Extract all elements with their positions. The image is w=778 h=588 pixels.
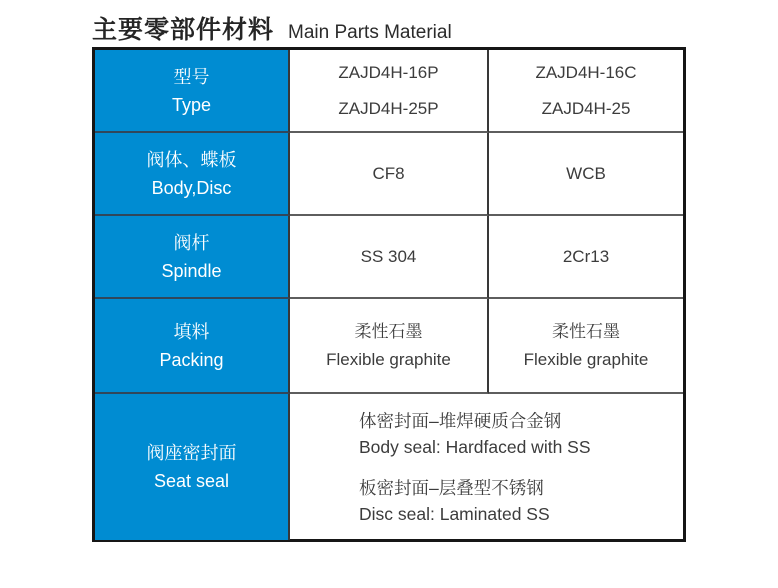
seat-seal-disc-zh: 板密封面–层叠型不锈钢 (359, 477, 544, 498)
seat-seal-body-en: Body seal: Hardfaced with SS (359, 436, 591, 457)
row-header-body-disc-en: Body,Disc (151, 177, 232, 198)
page-title (92, 10, 452, 46)
cell-type-col2-line1: ZAJD4H-16C (535, 63, 637, 82)
seat-seal-disc-en: Disc seal: Laminated SS (359, 503, 550, 524)
row-header-packing-en: Packing (159, 349, 224, 370)
row-header-seat-seal-en: Seat seal (153, 471, 230, 491)
row-header-spindle-zh: 阀杆 (173, 232, 210, 253)
cell-seat-seal-merged (290, 394, 683, 540)
materials-table (92, 47, 686, 542)
row-header-seat-seal-zh: 阀座密封面 (146, 443, 237, 463)
cell-type-col2 (489, 50, 683, 133)
cell-type-col1-line1: ZAJD4H-16P (338, 63, 439, 82)
cell-body-disc-col2 (489, 133, 683, 216)
row-header-packing-zh: 填料 (173, 321, 210, 342)
cell-body-disc-col1 (290, 133, 489, 216)
cell-type-col2-line2: ZAJD4H-25 (541, 99, 631, 118)
cell-body-disc-col2-value: WCB (566, 164, 606, 183)
cell-type-col1-line2: ZAJD4H-25P (338, 99, 439, 118)
cell-spindle-col2-value: 2Cr13 (562, 247, 610, 266)
page-title-en: Main Parts Material (288, 22, 452, 43)
row-header-spindle-en: Spindle (161, 260, 222, 281)
cell-spindle-col1 (290, 216, 489, 299)
seat-seal-body-paragraph (359, 408, 591, 460)
row-header-spindle (95, 216, 290, 299)
row-header-type-en: Type (171, 94, 212, 115)
cell-packing-col1-zh: 柔性石墨 (354, 322, 423, 341)
cell-type-col1 (290, 50, 489, 133)
cell-packing-col1-en: Flexible graphite (326, 350, 451, 369)
row-header-seat-seal (95, 394, 290, 540)
seat-seal-disc-paragraph (359, 475, 550, 527)
row-header-body-disc (95, 133, 290, 216)
cell-packing-col2-zh: 柔性石墨 (552, 322, 620, 341)
cell-packing-col2 (489, 299, 683, 394)
cell-body-disc-col1-value: CF8 (372, 164, 405, 183)
row-header-packing (95, 299, 290, 394)
cell-packing-col2-en: Flexible graphite (523, 350, 649, 369)
row-header-type (95, 50, 290, 133)
row-header-body-disc-zh: 阀体、蝶板 (146, 149, 237, 170)
cell-spindle-col2 (489, 216, 683, 299)
cell-packing-col1 (290, 299, 489, 394)
cell-spindle-col1-value: SS 304 (360, 247, 417, 266)
row-header-type-zh: 型号 (173, 66, 210, 87)
seat-seal-body-zh: 体密封面–堆焊硬质合金钢 (359, 410, 562, 431)
page-title-zh: 主要零部件材料 (92, 16, 275, 44)
